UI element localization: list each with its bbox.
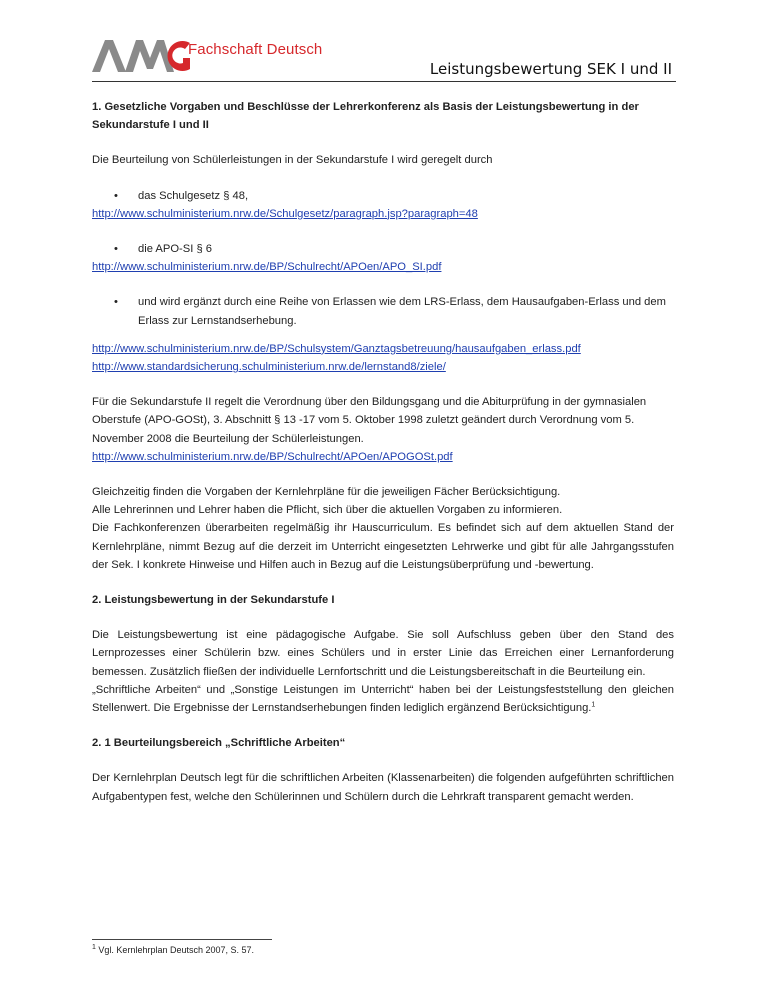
section-2-paragraph: Die Leistungsbewertung ist eine pädagogische Aufgabe. Sie soll Aufschluss geben über den Stand des Lernprozesses einer Schülerin bzw. eines Schülers und in erster Linie das Erreichen einer Lernanforderung bemessen. Zusätzlich fließen der individuelle Lernfortschritt und die Leistungsbereitschaft in die Beurteilung ein. bbox=[92, 629, 674, 678]
section-2-paragraph-2 bbox=[92, 681, 674, 717]
footnote-text: Vgl. Kernlehrplan Deutsch 2007, S. 57. bbox=[98, 945, 255, 955]
list-item-text: die APO-SI § 6 bbox=[138, 243, 213, 256]
list-item-text: und wird ergänzt durch eine Reihe von Erlassen wie dem LRS-Erlass, dem Hausaufgaben-Erlass und dem Erlass zur Lernstandserhebung. bbox=[138, 296, 666, 327]
bullet-icon: • bbox=[114, 243, 118, 256]
schulgesetz-link[interactable]: http://www.schulministerium.nrw.de/Schulgesetz/paragraph.jsp?paragraph=48 bbox=[92, 207, 478, 220]
section-2-1-heading: 2. 1 Beurteilungsbereich „Schriftliche Arbeiten“ bbox=[92, 737, 346, 750]
section-2-1-paragraph: Der Kernlehrplan Deutsch legt für die schriftlichen Arbeiten (Klassenarbeiten) die folgenden aufgeführten schriftlichen Aufgabentypen fest, welche den Schülerinnen und Schülern durch die Lehrkraft transparent gemacht werden. bbox=[92, 772, 674, 803]
document-body bbox=[92, 98, 674, 806]
bullet-icon: • bbox=[114, 189, 118, 202]
list-item bbox=[92, 240, 674, 258]
footnote-number: 1 bbox=[92, 944, 96, 951]
lernstand-link[interactable]: http://www.standardsicherung.schulministerium.nrw.de/lernstand8/ziele/ bbox=[92, 361, 446, 374]
section-1-intro: Die Beurteilung von Schülerleistungen in der Sekundarstufe I wird geregelt durch bbox=[92, 154, 493, 167]
bullet-icon: • bbox=[114, 296, 118, 309]
list-item bbox=[92, 187, 674, 205]
hausaufgaben-erlass-link[interactable]: http://www.schulministerium.nrw.de/BP/Schulsystem/Ganztagsbetreuung/hausaufgaben_erlass.pdf bbox=[92, 342, 581, 355]
list-item-text: das Schulgesetz § 48, bbox=[138, 189, 249, 202]
footnote-ref[interactable]: 1 bbox=[591, 701, 596, 709]
list-item bbox=[92, 293, 674, 329]
header-divider bbox=[92, 81, 676, 82]
footnote bbox=[92, 945, 254, 955]
paragraph-line: Alle Lehrerinnen und Lehrer haben die Pflicht, sich über die aktuellen Vorgaben zu informieren. bbox=[92, 504, 563, 517]
logo-text: Fachschaft Deutsch bbox=[188, 41, 323, 58]
footnote-divider bbox=[92, 939, 272, 940]
section-2-paragraph-2-text: „Schriftliche Arbeiten“ und „Sonstige Leistungen im Unterricht“ haben bei der Leistungsfeststellung den gleichen Stellenwert. Die Ergebnisse der Lernstandserhebungen finden lediglich ergänzend Berücksichtigung. bbox=[92, 683, 674, 715]
apo-si-link[interactable]: http://www.schulministerium.nrw.de/BP/Schulrecht/APOen/APO_SI.pdf bbox=[92, 261, 442, 274]
section-2-heading: 2. Leistungsbewertung in der Sekundarstufe I bbox=[92, 594, 335, 607]
section-1-heading: 1. Gesetzliche Vorgaben und Beschlüsse der Lehrerkonferenz als Basis der Leistungsbewertung in der Sekundarstufe I und II bbox=[92, 101, 639, 132]
apo-gost-link[interactable]: http://www.schulministerium.nrw.de/BP/Schulrecht/APOen/APOGOSt.pdf bbox=[92, 450, 453, 463]
sek2-paragraph: Für die Sekundarstufe II regelt die Verordnung über den Bildungsgang und die Abiturprüfung in der gymnasialen Oberstufe (APO-GOSt), 3. Abschnitt § 13 -17 vom 5. Oktober 1998 zuletzt geändert durch Verordnung vom 5. November 2008 die Beurteilung der Schülerleistungen. bbox=[92, 396, 647, 445]
page-header-title: Leistungsbewertung SEK I und II bbox=[429, 60, 672, 78]
paragraph-line: Die Fachkonferenzen überarbeiten regelmäßig ihr Hauscurriculum. Es befindet sich auf dem aktuellen Stand der Kernlehrpläne, nimmt Bezug auf die derzeit im Unterricht eingesetzten Lehrwerke und gibt für alle Jahrgangsstufen der Sek. I konkrete Hinweise und Hilfen auch in Bezug auf die Leistungsüberprüfung und -bewertung. bbox=[92, 522, 674, 571]
paragraph-line: Gleichzeitig finden die Vorgaben der Kernlehrpläne für die jeweiligen Fächer Berücksichtigung. bbox=[92, 486, 561, 499]
